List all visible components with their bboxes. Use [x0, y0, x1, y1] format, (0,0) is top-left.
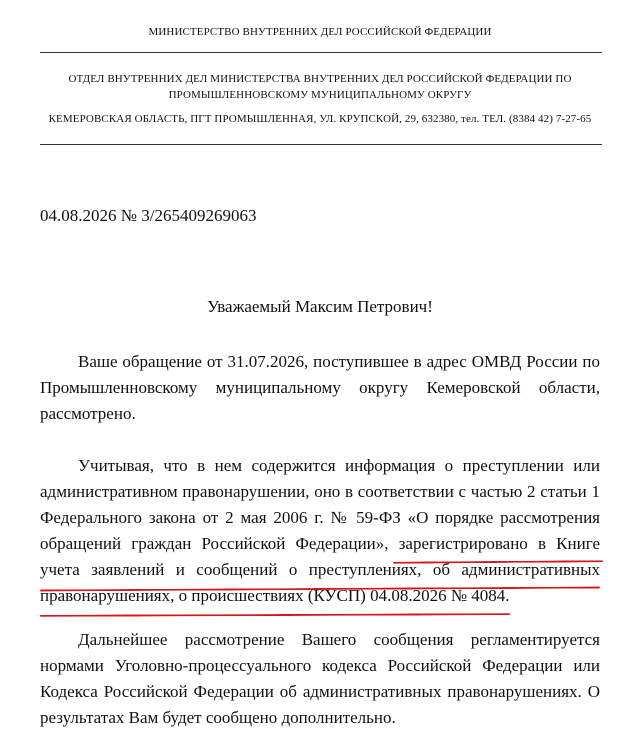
paragraph-2	[40, 453, 600, 609]
paragraph-line: Федерального закона от 2 мая 2006 г. № 59-ФЗ «О порядке рассмотрения	[40, 508, 600, 527]
paragraph-line: учета заявлений и сообщений о преступлениях, об административных	[40, 560, 600, 579]
header-divider	[40, 144, 602, 145]
paragraph-line: Промышленновскому муниципальному округу Кемеровской области,	[40, 378, 600, 397]
document-reference: 04.08.2026 № 3/265409269063	[40, 206, 257, 225]
paragraph-line: рассмотрено.	[40, 404, 136, 423]
paragraph-1	[40, 349, 600, 427]
paragraph-line: Дальнейшее рассмотрение Вашего сообщения регламентируется	[78, 630, 600, 649]
paragraph-line: нормами Уголовно-процессуального кодекса Российской Федерации или	[40, 656, 600, 675]
paragraph-line: правонарушениях, о происшествиях (КУСП) 04.08.2026 № 4084.	[40, 586, 510, 605]
paragraph-line: обращений граждан Российской Федерации», зарегистрировано в Книге	[40, 534, 600, 553]
paragraph-line: Ваше обращение от 31.07.2026, поступившее в адрес ОМВД России по	[78, 352, 600, 371]
department-address: КЕМЕРОВСКАЯ ОБЛАСТЬ, ПГТ ПРОМЫШЛЕННАЯ, УЛ. КРУПСКОЙ, 29, 632380, тел. ТЕЛ. (8384 42) 7-27-65	[48, 113, 592, 125]
paragraph-line: Учитывая, что в нем содержится информация о преступлении или	[78, 456, 600, 475]
greeting: Уважаемый Максим Петрович!	[207, 297, 433, 316]
paragraph-line: административном правонарушении, оно в соответствии с частью 2 статьи 1	[40, 482, 600, 501]
paragraph-3	[40, 627, 600, 731]
department-name: ОТДЕЛ ВНУТРЕННИХ ДЕЛ МИНИСТЕРСТВА ВНУТРЕННИХ ДЕЛ РОССИЙСКОЙ ФЕДЕРАЦИИ ПО ПРОМЫШЛЕННОВСКОМУ МУНИЦИПАЛЬНОМУ ОКРУГУ	[68, 73, 572, 101]
red-underline	[40, 613, 510, 617]
paragraph-line: Кодекса Российской Федерации об административных правонарушениях. О	[40, 682, 600, 701]
ministry-name: МИНИСТЕРСТВО ВНУТРЕННИХ ДЕЛ РОССИЙСКОЙ ФЕДЕРАЦИИ	[148, 26, 492, 38]
header-divider	[40, 52, 602, 53]
paragraph-line: результатах Вам будет сообщено дополнительно.	[40, 708, 396, 727]
